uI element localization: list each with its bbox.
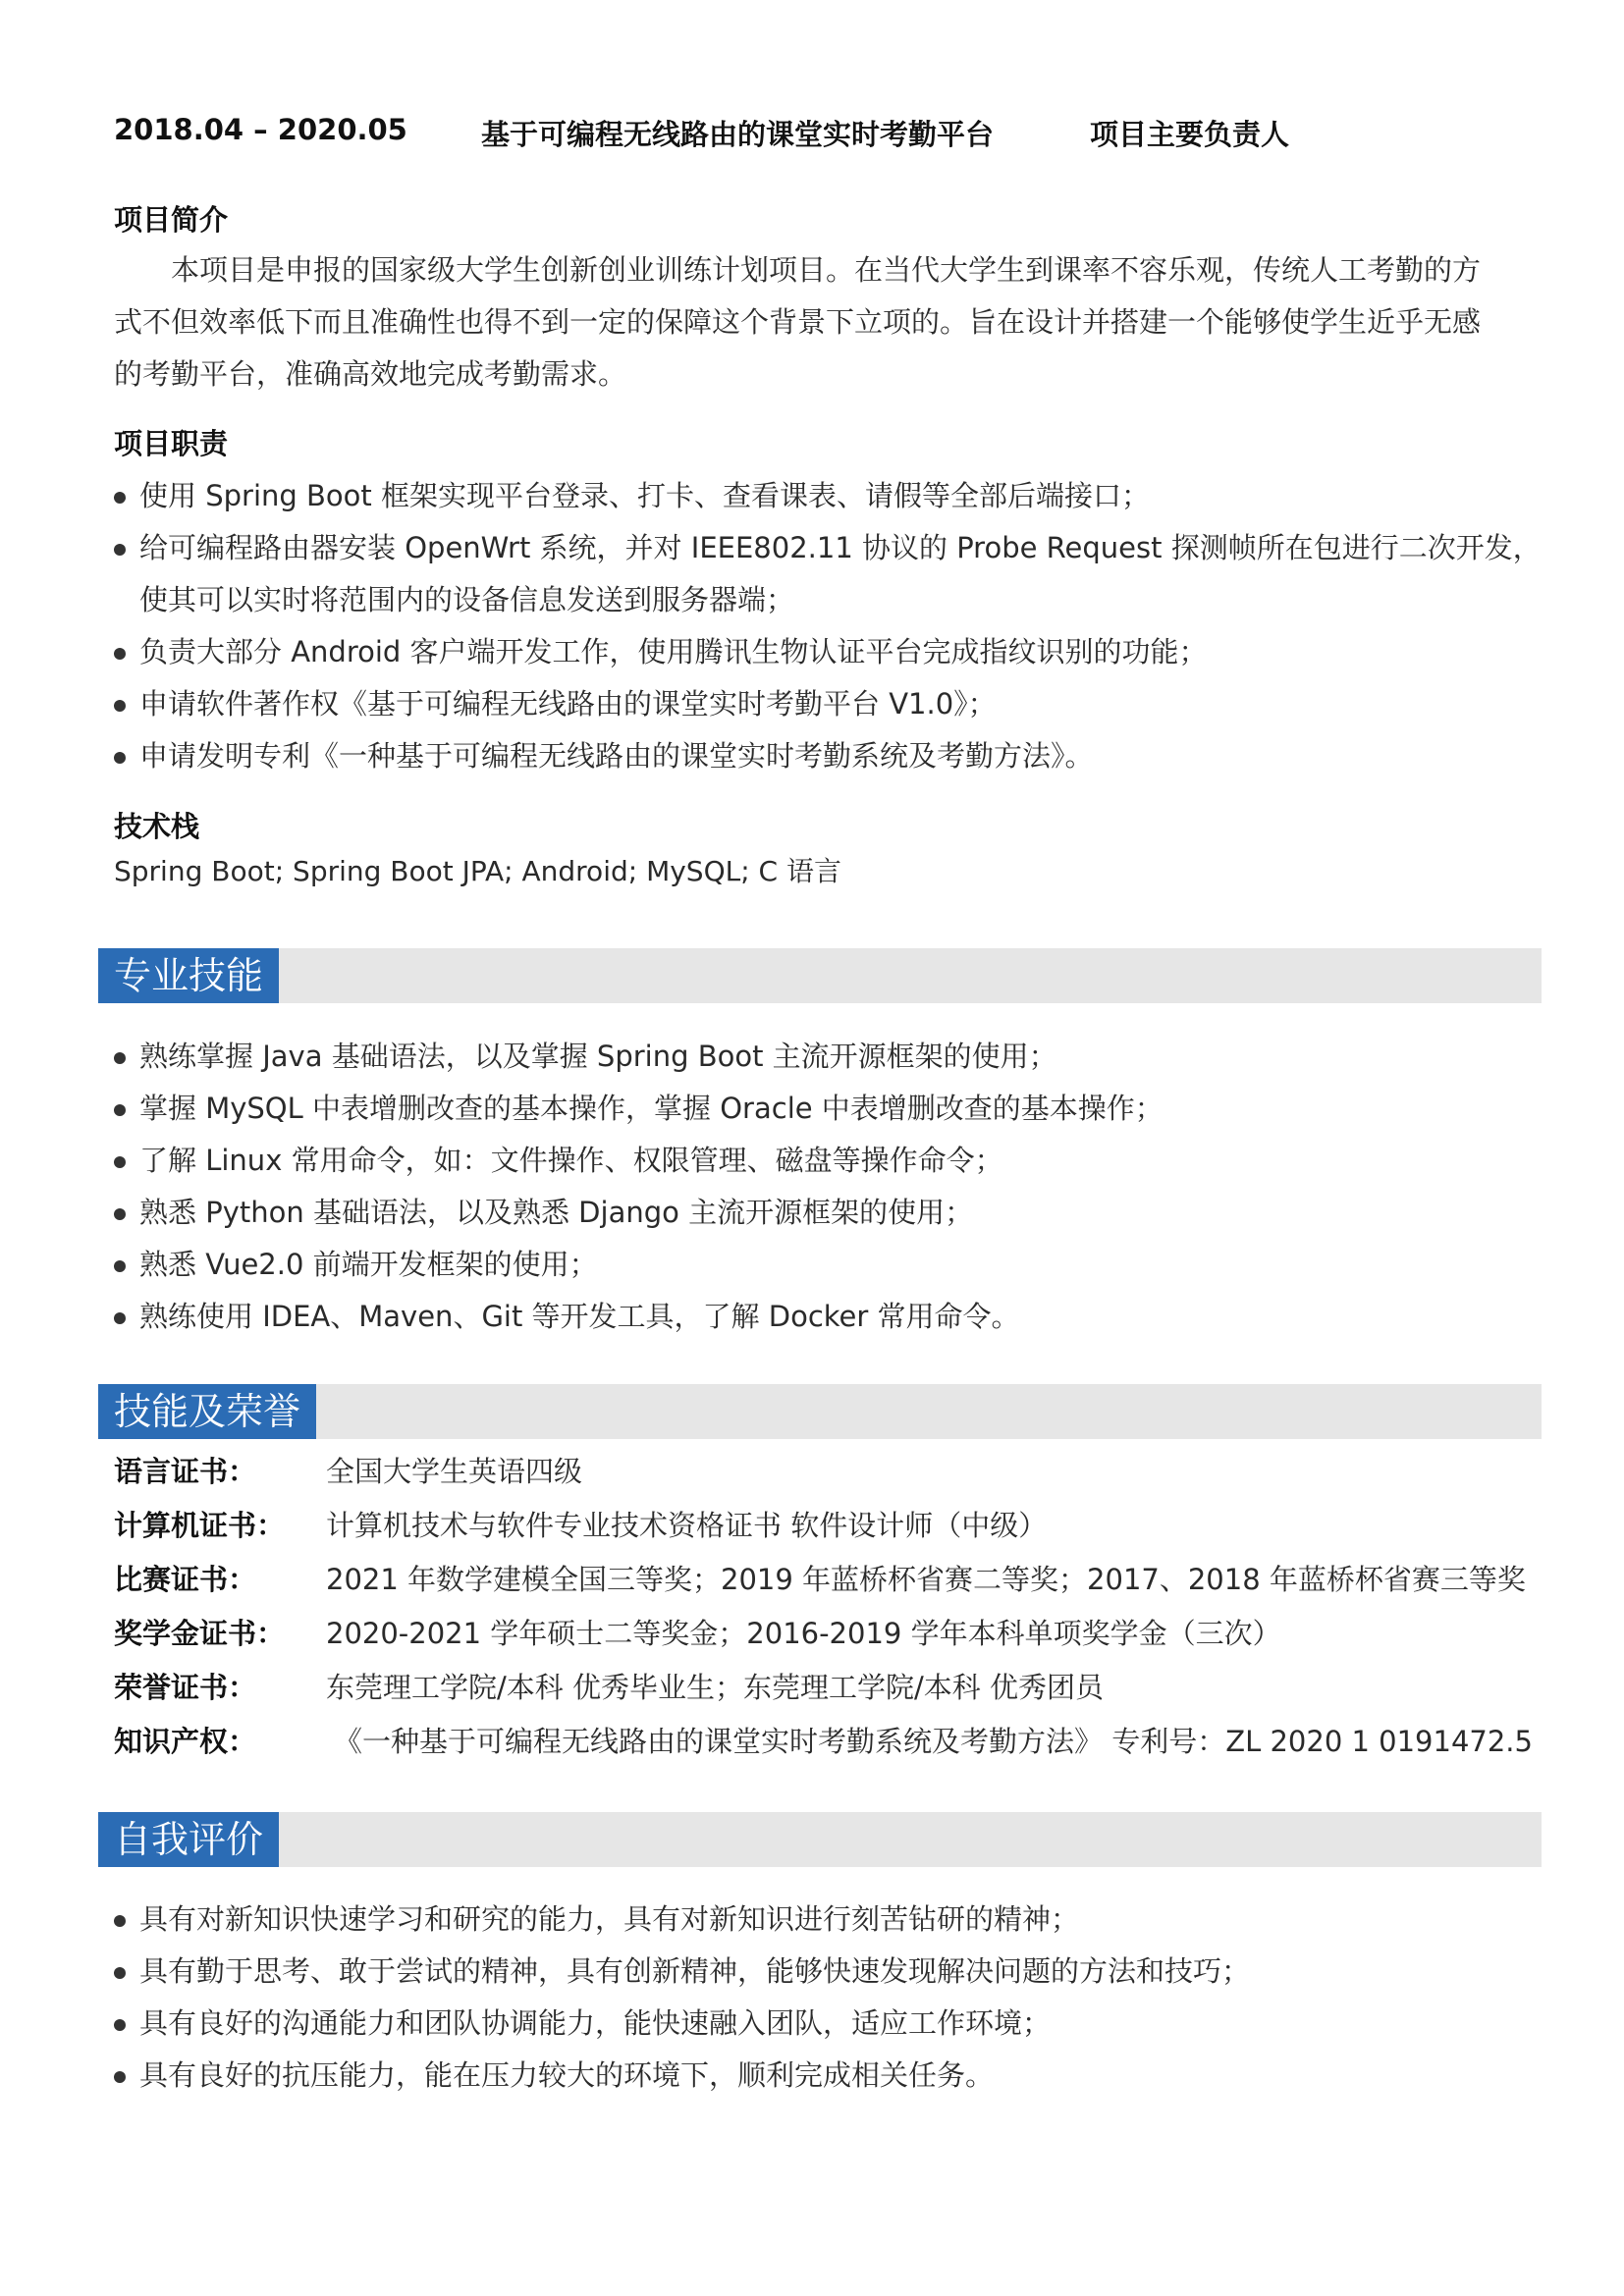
list-item: 熟悉 Python 基础语法，以及熟悉 Django 主流开源框架的使用；: [114, 1187, 1528, 1239]
section-title-self-eval: 自我评价: [98, 1812, 279, 1867]
row-value: 计算机技术与软件专业技术资格证书 软件设计师（中级）: [326, 1509, 1048, 1542]
row-value: 东莞理工学院/本科 优秀毕业生；东莞理工学院/本科 优秀团员: [326, 1671, 1104, 1704]
list-item: 负责大部分 Android 客户端开发工作，使用腾讯生物认证平台完成指纹识别的功能；: [114, 626, 1528, 678]
bullet-icon: [114, 700, 126, 712]
bullet-icon: [114, 1915, 126, 1927]
intro-line: 的考勤平台，准确高效地完成考勤需求。: [114, 357, 627, 391]
bullet-icon: [114, 648, 126, 660]
list-item: 熟练掌握 Java 基础语法，以及掌握 Spring Boot 主流开源框架的使用；: [114, 1031, 1528, 1083]
bullet-icon: [114, 1104, 126, 1116]
honors-table: [114, 1445, 1533, 1769]
row-label: 荣誉证书：: [114, 1671, 257, 1704]
section-bar-self-eval: [98, 1812, 1542, 1867]
row-label: 奖学金证书：: [114, 1617, 286, 1650]
project-period: 2018.04 – 2020.05: [114, 113, 407, 146]
bullet-icon: [114, 544, 126, 556]
list-item: 具有勤于思考、敢于尝试的精神，具有创新精神，能够快速发现解决问题的方法和技巧；: [114, 1946, 1528, 1998]
bullet-icon: [114, 2019, 126, 2031]
row-value: 2020-2021 学年硕士二等奖金；2016-2019 学年本科单项奖学金（三次）: [326, 1617, 1281, 1650]
table-row: [114, 1499, 1528, 1553]
intro-paragraph: [114, 244, 1508, 400]
list-item: 具有良好的抗压能力，能在压力较大的环境下，顺利完成相关任务。: [114, 2050, 1528, 2102]
bullet-icon: [114, 1208, 126, 1220]
row-label: 计算机证书：: [114, 1509, 286, 1542]
project-name: 基于可编程无线路由的课堂实时考勤平台: [481, 118, 995, 151]
bullet-icon: [114, 492, 126, 504]
table-row: [114, 1553, 1528, 1607]
list-item: 熟悉 Vue2.0 前端开发框架的使用；: [114, 1239, 1528, 1291]
table-row: [114, 1715, 1533, 1769]
bullet-icon: [114, 1312, 126, 1324]
section-bar-skills: [98, 948, 1542, 1003]
bullet-icon: [114, 1156, 126, 1168]
bullet-icon: [114, 752, 126, 764]
list-item: 了解 Linux 常用命令，如：文件操作、权限管理、磁盘等操作命令；: [114, 1135, 1528, 1187]
row-value: 2021 年数学建模全国三等奖；2019 年蓝桥杯省赛二等奖；2017、2018 年蓝桥杯省赛三等奖: [326, 1563, 1526, 1596]
row-value: 《一种基于可编程无线路由的课堂实时考勤系统及考勤方法》 专利号：ZL 2020 1 0191472.5: [334, 1725, 1533, 1758]
skills-list: [114, 1031, 1528, 1343]
bullet-icon: [114, 1967, 126, 1979]
list-item: 给可编程路由器安装 OpenWrt 系统，并对 IEEE802.11 协议的 Probe Request 探测帧所在包进行二次开发，: [114, 522, 1528, 574]
list-item: 熟练使用 IDEA、Maven、Git 等开发工具，了解 Docker 常用命令。: [114, 1291, 1528, 1343]
bullet-icon: [114, 1052, 126, 1064]
list-item: 具有对新知识快速学习和研究的能力，具有对新知识进行刻苦钻研的精神；: [114, 1894, 1528, 1946]
row-label: 比赛证书：: [114, 1563, 257, 1596]
table-row: [114, 1661, 1528, 1715]
list-item: 申请软件著作权《基于可编程无线路由的课堂实时考勤平台 V1.0》；: [114, 678, 1528, 730]
self-eval-list: [114, 1894, 1528, 2102]
section-bar-honors: [98, 1384, 1542, 1439]
list-item: 掌握 MySQL 中表增删改查的基本操作，掌握 Oracle 中表增删改查的基本操作；: [114, 1083, 1528, 1135]
list-item: 申请发明专利《一种基于可编程无线路由的课堂实时考勤系统及考勤方法》。: [114, 730, 1528, 782]
table-row: [114, 1445, 1528, 1499]
list-item: 具有良好的沟通能力和团队协调能力，能快速融入团队，适应工作环境；: [114, 1998, 1528, 2050]
tech-stack: Spring Boot; Spring Boot JPA; Android; MySQL; C 语言: [114, 855, 842, 887]
bullet-icon: [114, 2071, 126, 2083]
list-item: 使用 Spring Boot 框架实现平台登录、打卡、查看课表、请假等全部后端接口；: [114, 470, 1528, 522]
project-role: 项目主要负责人: [1090, 118, 1290, 151]
section-title-honors: 技能及荣誉: [98, 1384, 316, 1439]
list-item-continuation: 使其可以实时将范围内的设备信息发送到服务器端；: [139, 583, 795, 616]
intro-line: 式不但效率低下而且准确性也得不到一定的保障这个背景下立项的。旨在设计并搭建一个能够使学生近乎无感: [114, 305, 1482, 339]
project-header: [114, 113, 1508, 156]
row-label: 知识产权：: [114, 1725, 257, 1758]
duties-list: [114, 470, 1542, 782]
duties-heading: 项目职责: [114, 427, 229, 460]
section-title-skills: 专业技能: [98, 948, 279, 1003]
intro-heading: 项目简介: [114, 203, 229, 237]
intro-line: 本项目是申报的国家级大学生创新创业训练计划项目。在当代大学生到课率不容乐观，传统人工考勤的方: [171, 253, 1482, 287]
row-value: 全国大学生英语四级: [326, 1455, 583, 1488]
bullet-icon: [114, 1260, 126, 1272]
row-label: 语言证书：: [114, 1455, 257, 1488]
tech-heading: 技术栈: [114, 810, 200, 843]
table-row: [114, 1607, 1528, 1661]
